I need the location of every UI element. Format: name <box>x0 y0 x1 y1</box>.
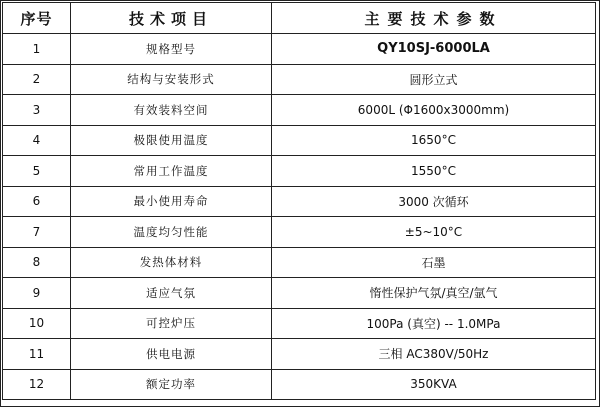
row-value: 1550°C <box>272 156 596 187</box>
table-row <box>3 308 596 339</box>
row-item: 规格型号 <box>71 34 272 65</box>
row-item: 额定功率 <box>71 369 272 400</box>
row-value: ±5~10°C <box>272 217 596 248</box>
row-value: 石墨 <box>272 247 596 278</box>
table-row <box>3 34 596 65</box>
row-item: 常用工作温度 <box>71 156 272 187</box>
row-number: 6 <box>3 186 71 217</box>
spec-body <box>3 34 596 400</box>
header-value: 主要技术参数 <box>272 3 596 34</box>
row-value: 圆形立式 <box>272 64 596 95</box>
row-value: 1650°C <box>272 125 596 156</box>
row-value: 惰性保护气氛/真空/氩气 <box>272 278 596 309</box>
row-number: 1 <box>3 34 71 65</box>
header-item: 技术项目 <box>71 3 272 34</box>
table-row <box>3 247 596 278</box>
row-number: 5 <box>3 156 71 187</box>
row-item: 结构与安装形式 <box>71 64 272 95</box>
row-item: 最小使用寿命 <box>71 186 272 217</box>
row-number: 12 <box>3 369 71 400</box>
header-no: 序号 <box>3 3 71 34</box>
row-number: 11 <box>3 339 71 370</box>
table-row <box>3 217 596 248</box>
row-number: 7 <box>3 217 71 248</box>
row-value: 100Pa (真空) -- 1.0MPa <box>272 308 596 339</box>
table-row <box>3 95 596 126</box>
table-row <box>3 339 596 370</box>
spec-table <box>2 2 596 400</box>
table-row <box>3 64 596 95</box>
row-number: 10 <box>3 308 71 339</box>
table-row <box>3 369 596 400</box>
row-value: 三相 AC380V/50Hz <box>272 339 596 370</box>
row-item: 适应气氛 <box>71 278 272 309</box>
row-value: 6000L (Φ1600x3000mm) <box>272 95 596 126</box>
row-item: 可控炉压 <box>71 308 272 339</box>
row-value: 3000 次循环 <box>272 186 596 217</box>
row-number: 4 <box>3 125 71 156</box>
row-value: 350KVA <box>272 369 596 400</box>
table-row <box>3 156 596 187</box>
row-value: QY10SJ-6000LA <box>272 34 596 65</box>
row-item: 发热体材料 <box>71 247 272 278</box>
row-item: 极限使用温度 <box>71 125 272 156</box>
header-row <box>3 3 596 34</box>
table-row <box>3 186 596 217</box>
table-row <box>3 125 596 156</box>
row-item: 温度均匀性能 <box>71 217 272 248</box>
row-item: 供电电源 <box>71 339 272 370</box>
table-row <box>3 278 596 309</box>
row-number: 9 <box>3 278 71 309</box>
row-number: 3 <box>3 95 71 126</box>
row-item: 有效装料空间 <box>71 95 272 126</box>
row-number: 8 <box>3 247 71 278</box>
row-number: 2 <box>3 64 71 95</box>
